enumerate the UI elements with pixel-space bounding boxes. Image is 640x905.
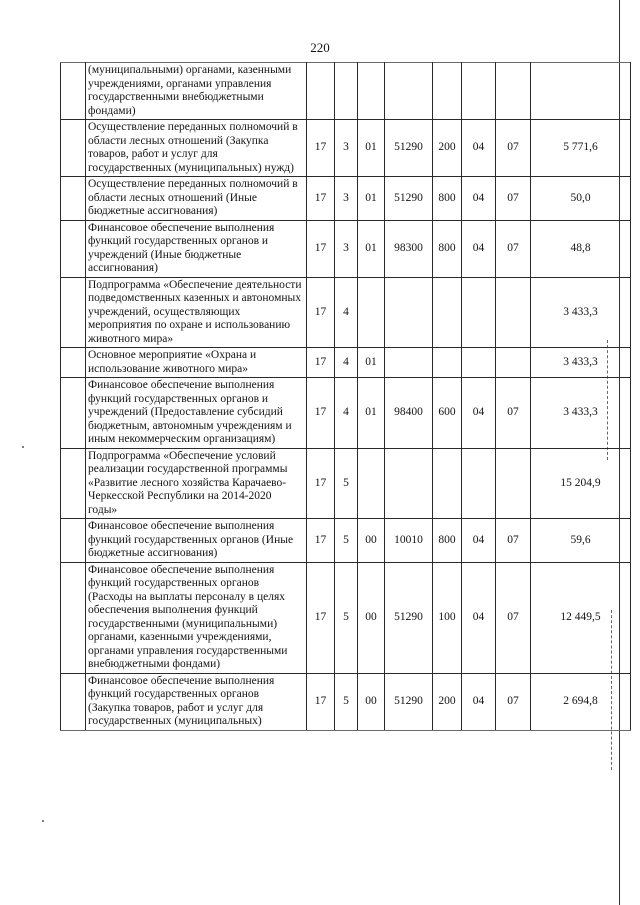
- code-cell: 100: [433, 562, 462, 673]
- code-cell: [496, 277, 531, 348]
- code-cell: 800: [433, 519, 462, 563]
- code-cell: 4: [335, 378, 358, 449]
- code-cell: [496, 348, 531, 378]
- row-number-cell: [61, 120, 86, 177]
- description-cell: Финансовое обеспечение выполнения функций государственных органов и учреждений (Иные бюджетные ассигнования): [86, 220, 307, 277]
- code-cell: 17: [307, 277, 335, 348]
- code-cell: 600: [433, 378, 462, 449]
- row-number-cell: [61, 448, 86, 519]
- code-cell: 17: [307, 378, 335, 449]
- code-cell: 01: [358, 120, 385, 177]
- amount-cell: 48,8: [531, 220, 631, 277]
- code-cell: [462, 448, 496, 519]
- description-cell: Основное мероприятие «Охрана и использование животного мира»: [86, 348, 307, 378]
- code-cell: [307, 63, 335, 120]
- code-cell: 04: [462, 519, 496, 563]
- code-cell: 17: [307, 220, 335, 277]
- code-cell: 04: [462, 177, 496, 221]
- code-cell: 01: [358, 220, 385, 277]
- code-cell: [462, 63, 496, 120]
- code-cell: 17: [307, 562, 335, 673]
- code-cell: 200: [433, 673, 462, 730]
- code-cell: 07: [496, 120, 531, 177]
- description-cell: Финансовое обеспечение выполнения функций государственных органов (Расходы на выплаты персоналу в целях обеспечения выполнения функций государственными (муниципальными) органами, казенными учреждениями, органами управления государственными внебюджетными фондами): [86, 562, 307, 673]
- code-cell: 07: [496, 673, 531, 730]
- table-row: [61, 348, 631, 378]
- description-cell: Финансовое обеспечение выполнения функций государственных органов (Иные бюджетные ассигнования): [86, 519, 307, 563]
- code-cell: 04: [462, 220, 496, 277]
- amount-cell: 3 433,3: [531, 348, 631, 378]
- code-cell: 4: [335, 348, 358, 378]
- code-cell: [335, 63, 358, 120]
- description-cell: Финансовое обеспечение выполнения функций государственных органов (Закупка товаров, работ и услуг для государственных (муниципальных): [86, 673, 307, 730]
- code-cell: 98400: [385, 378, 433, 449]
- row-number-cell: [61, 562, 86, 673]
- description-cell: Финансовое обеспечение выполнения функций государственных органов и учреждений (Предоставление субсидий бюджетным, автономным учреждениям и иным некоммерческим организациям): [86, 378, 307, 449]
- table-row: [61, 63, 631, 120]
- table-row: [61, 673, 631, 730]
- description-cell: Осуществление переданных полномочий в области лесных отношений (Иные бюджетные ассигнования): [86, 177, 307, 221]
- row-number-cell: [61, 220, 86, 277]
- code-cell: 51290: [385, 673, 433, 730]
- code-cell: 04: [462, 120, 496, 177]
- description-cell: Подпрограмма «Обеспечение деятельности подведомственных казенных и автономных учреждений, осуществляющих мероприятия по охране и использованию животного мира»: [86, 277, 307, 348]
- code-cell: 01: [358, 378, 385, 449]
- code-cell: 5: [335, 448, 358, 519]
- code-cell: 01: [358, 348, 385, 378]
- code-cell: 17: [307, 673, 335, 730]
- code-cell: 07: [496, 562, 531, 673]
- code-cell: [385, 348, 433, 378]
- code-cell: 200: [433, 120, 462, 177]
- code-cell: 4: [335, 277, 358, 348]
- code-cell: [385, 277, 433, 348]
- code-cell: 51290: [385, 177, 433, 221]
- code-cell: 17: [307, 519, 335, 563]
- scan-speck: [22, 446, 24, 448]
- code-cell: [462, 277, 496, 348]
- table-row: [61, 519, 631, 563]
- code-cell: [358, 63, 385, 120]
- code-cell: [358, 277, 385, 348]
- code-cell: 800: [433, 177, 462, 221]
- amount-cell: [531, 63, 631, 120]
- code-cell: 17: [307, 120, 335, 177]
- description-cell: Осуществление переданных полномочий в области лесных отношений (Закупка товаров, работ и услуг для государственных (муниципальных) нужд): [86, 120, 307, 177]
- row-number-cell: [61, 348, 86, 378]
- amount-cell: 59,6: [531, 519, 631, 563]
- code-cell: 04: [462, 378, 496, 449]
- table-row: [61, 177, 631, 221]
- code-cell: 17: [307, 348, 335, 378]
- description-cell: (муниципальными) органами, казенными учреждениями, органами управления государственными внебюджетными фондами): [86, 63, 307, 120]
- code-cell: 5: [335, 519, 358, 563]
- code-cell: 51290: [385, 562, 433, 673]
- code-cell: [385, 448, 433, 519]
- code-cell: [462, 348, 496, 378]
- code-cell: [433, 448, 462, 519]
- code-cell: 10010: [385, 519, 433, 563]
- page-number: 220: [310, 40, 330, 55]
- code-cell: 07: [496, 519, 531, 563]
- code-cell: [496, 63, 531, 120]
- code-cell: 17: [307, 177, 335, 221]
- table-row: [61, 448, 631, 519]
- code-cell: [385, 63, 433, 120]
- code-cell: [358, 448, 385, 519]
- code-cell: 04: [462, 673, 496, 730]
- code-cell: [496, 448, 531, 519]
- amount-cell: 15 204,9: [531, 448, 631, 519]
- code-cell: 5: [335, 673, 358, 730]
- code-cell: [433, 63, 462, 120]
- code-cell: 07: [496, 378, 531, 449]
- code-cell: 3: [335, 120, 358, 177]
- row-number-cell: [61, 378, 86, 449]
- code-cell: 98300: [385, 220, 433, 277]
- amount-cell: 2 694,8: [531, 673, 631, 730]
- amount-cell: 12 449,5: [531, 562, 631, 673]
- table-row: [61, 562, 631, 673]
- table-row: [61, 378, 631, 449]
- row-number-cell: [61, 519, 86, 563]
- row-number-cell: [61, 63, 86, 120]
- description-cell: Подпрограмма «Обеспечение условий реализации государственной программы «Развитие лесного хозяйства Карачаево-Черкесской Республики на 2014-2020 годы»: [86, 448, 307, 519]
- budget-table: [60, 62, 631, 731]
- code-cell: [433, 348, 462, 378]
- amount-cell: 3 433,3: [531, 378, 631, 449]
- amount-cell: 5 771,6: [531, 120, 631, 177]
- row-number-cell: [61, 277, 86, 348]
- table-row: [61, 220, 631, 277]
- code-cell: 3: [335, 220, 358, 277]
- scan-speck: [42, 820, 44, 822]
- row-number-cell: [61, 177, 86, 221]
- code-cell: 51290: [385, 120, 433, 177]
- code-cell: 01: [358, 177, 385, 221]
- table-row: [61, 120, 631, 177]
- code-cell: 00: [358, 673, 385, 730]
- amount-cell: 50,0: [531, 177, 631, 221]
- code-cell: 00: [358, 562, 385, 673]
- code-cell: 07: [496, 177, 531, 221]
- table-row: [61, 277, 631, 348]
- code-cell: 17: [307, 448, 335, 519]
- code-cell: 800: [433, 220, 462, 277]
- row-number-cell: [61, 673, 86, 730]
- amount-cell: 3 433,3: [531, 277, 631, 348]
- code-cell: 07: [496, 220, 531, 277]
- code-cell: 3: [335, 177, 358, 221]
- code-cell: 04: [462, 562, 496, 673]
- code-cell: [433, 277, 462, 348]
- code-cell: 00: [358, 519, 385, 563]
- code-cell: 5: [335, 562, 358, 673]
